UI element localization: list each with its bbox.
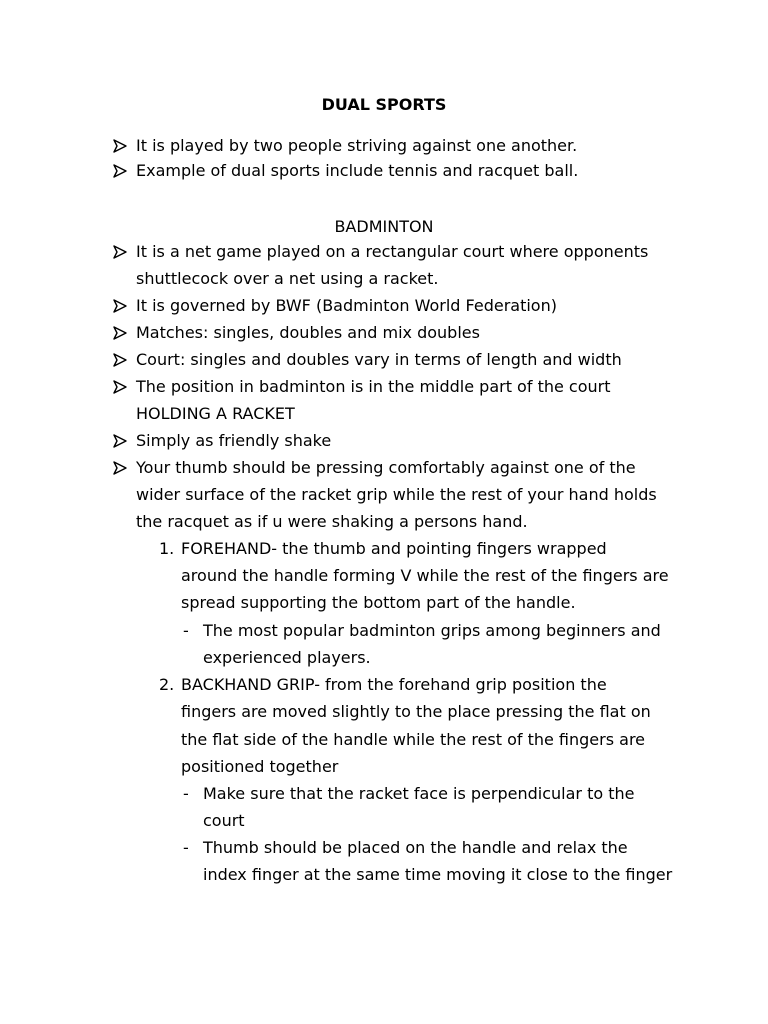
arrowhead-bullet-icon xyxy=(113,380,127,394)
arrowhead-bullet-icon xyxy=(113,434,127,448)
list-item: Example of dual sports include tennis and racquet ball. xyxy=(136,161,579,180)
document-title: DUAL SPORTS xyxy=(321,95,447,114)
list-item-continuation: experienced players. xyxy=(203,648,371,667)
list-item-continuation: around the handle forming V while the rest of the fingers are xyxy=(181,566,669,585)
list-item: Matches: singles, doubles and mix doubles xyxy=(136,323,480,342)
list-item: Simply as friendly shake xyxy=(136,431,332,450)
list-item: It is governed by BWF (Badminton World Federation) xyxy=(136,296,557,315)
arrowhead-bullet-icon xyxy=(113,461,127,475)
list-item-continuation: the racquet as if u were shaking a persons hand. xyxy=(136,512,528,531)
list-item-continuation: court xyxy=(203,811,245,830)
arrowhead-bullet-icon xyxy=(113,245,127,259)
grip-backhand-text: BACKHAND GRIP- from the forehand grip position the xyxy=(181,675,607,694)
list-item-continuation: spread supporting the bottom part of the handle. xyxy=(181,593,576,612)
list-item: Court: singles and doubles vary in terms of length and width xyxy=(136,350,622,369)
subheading-holding-racket: HOLDING A RACKET xyxy=(136,404,295,423)
note-item: Thumb should be placed on the handle and relax the xyxy=(203,838,628,857)
dash-marker: - xyxy=(183,838,189,857)
note-item: Make sure that the racket face is perpendicular to the xyxy=(203,784,635,803)
list-item-continuation: the flat side of the handle while the rest of the fingers are xyxy=(181,730,646,749)
note-item: The most popular badminton grips among beginners and xyxy=(203,621,661,640)
list-item: Your thumb should be pressing comfortably against one of the xyxy=(136,458,636,477)
list-item: The position in badminton is in the middle part of the court xyxy=(136,377,611,396)
arrowhead-bullet-icon xyxy=(113,139,127,153)
list-item: It is played by two people striving against one another. xyxy=(136,136,578,155)
dash-marker: - xyxy=(183,621,189,640)
section-heading: BADMINTON xyxy=(334,217,434,236)
list-item-continuation: shuttlecock over a net using a racket. xyxy=(136,269,439,288)
list-item-continuation: wider surface of the racket grip while the rest of your hand holds xyxy=(136,485,657,504)
list-item: It is a net game played on a rectangular court where opponents xyxy=(136,242,649,261)
arrowhead-bullet-icon xyxy=(113,353,127,367)
list-item-continuation: positioned together xyxy=(181,757,339,776)
list-number: 1. xyxy=(159,539,175,558)
arrowhead-bullet-icon xyxy=(113,164,127,178)
list-number: 2. xyxy=(159,675,175,694)
arrowhead-bullet-icon xyxy=(113,299,127,313)
grip-forehand-text: FOREHAND- the thumb and pointing fingers wrapped xyxy=(181,539,607,558)
dash-marker: - xyxy=(183,784,189,803)
list-item-continuation: fingers are moved slightly to the place pressing the flat on xyxy=(181,702,651,721)
arrowhead-bullet-icon xyxy=(113,326,127,340)
list-item-continuation: index finger at the same time moving it close to the finger xyxy=(203,865,673,884)
